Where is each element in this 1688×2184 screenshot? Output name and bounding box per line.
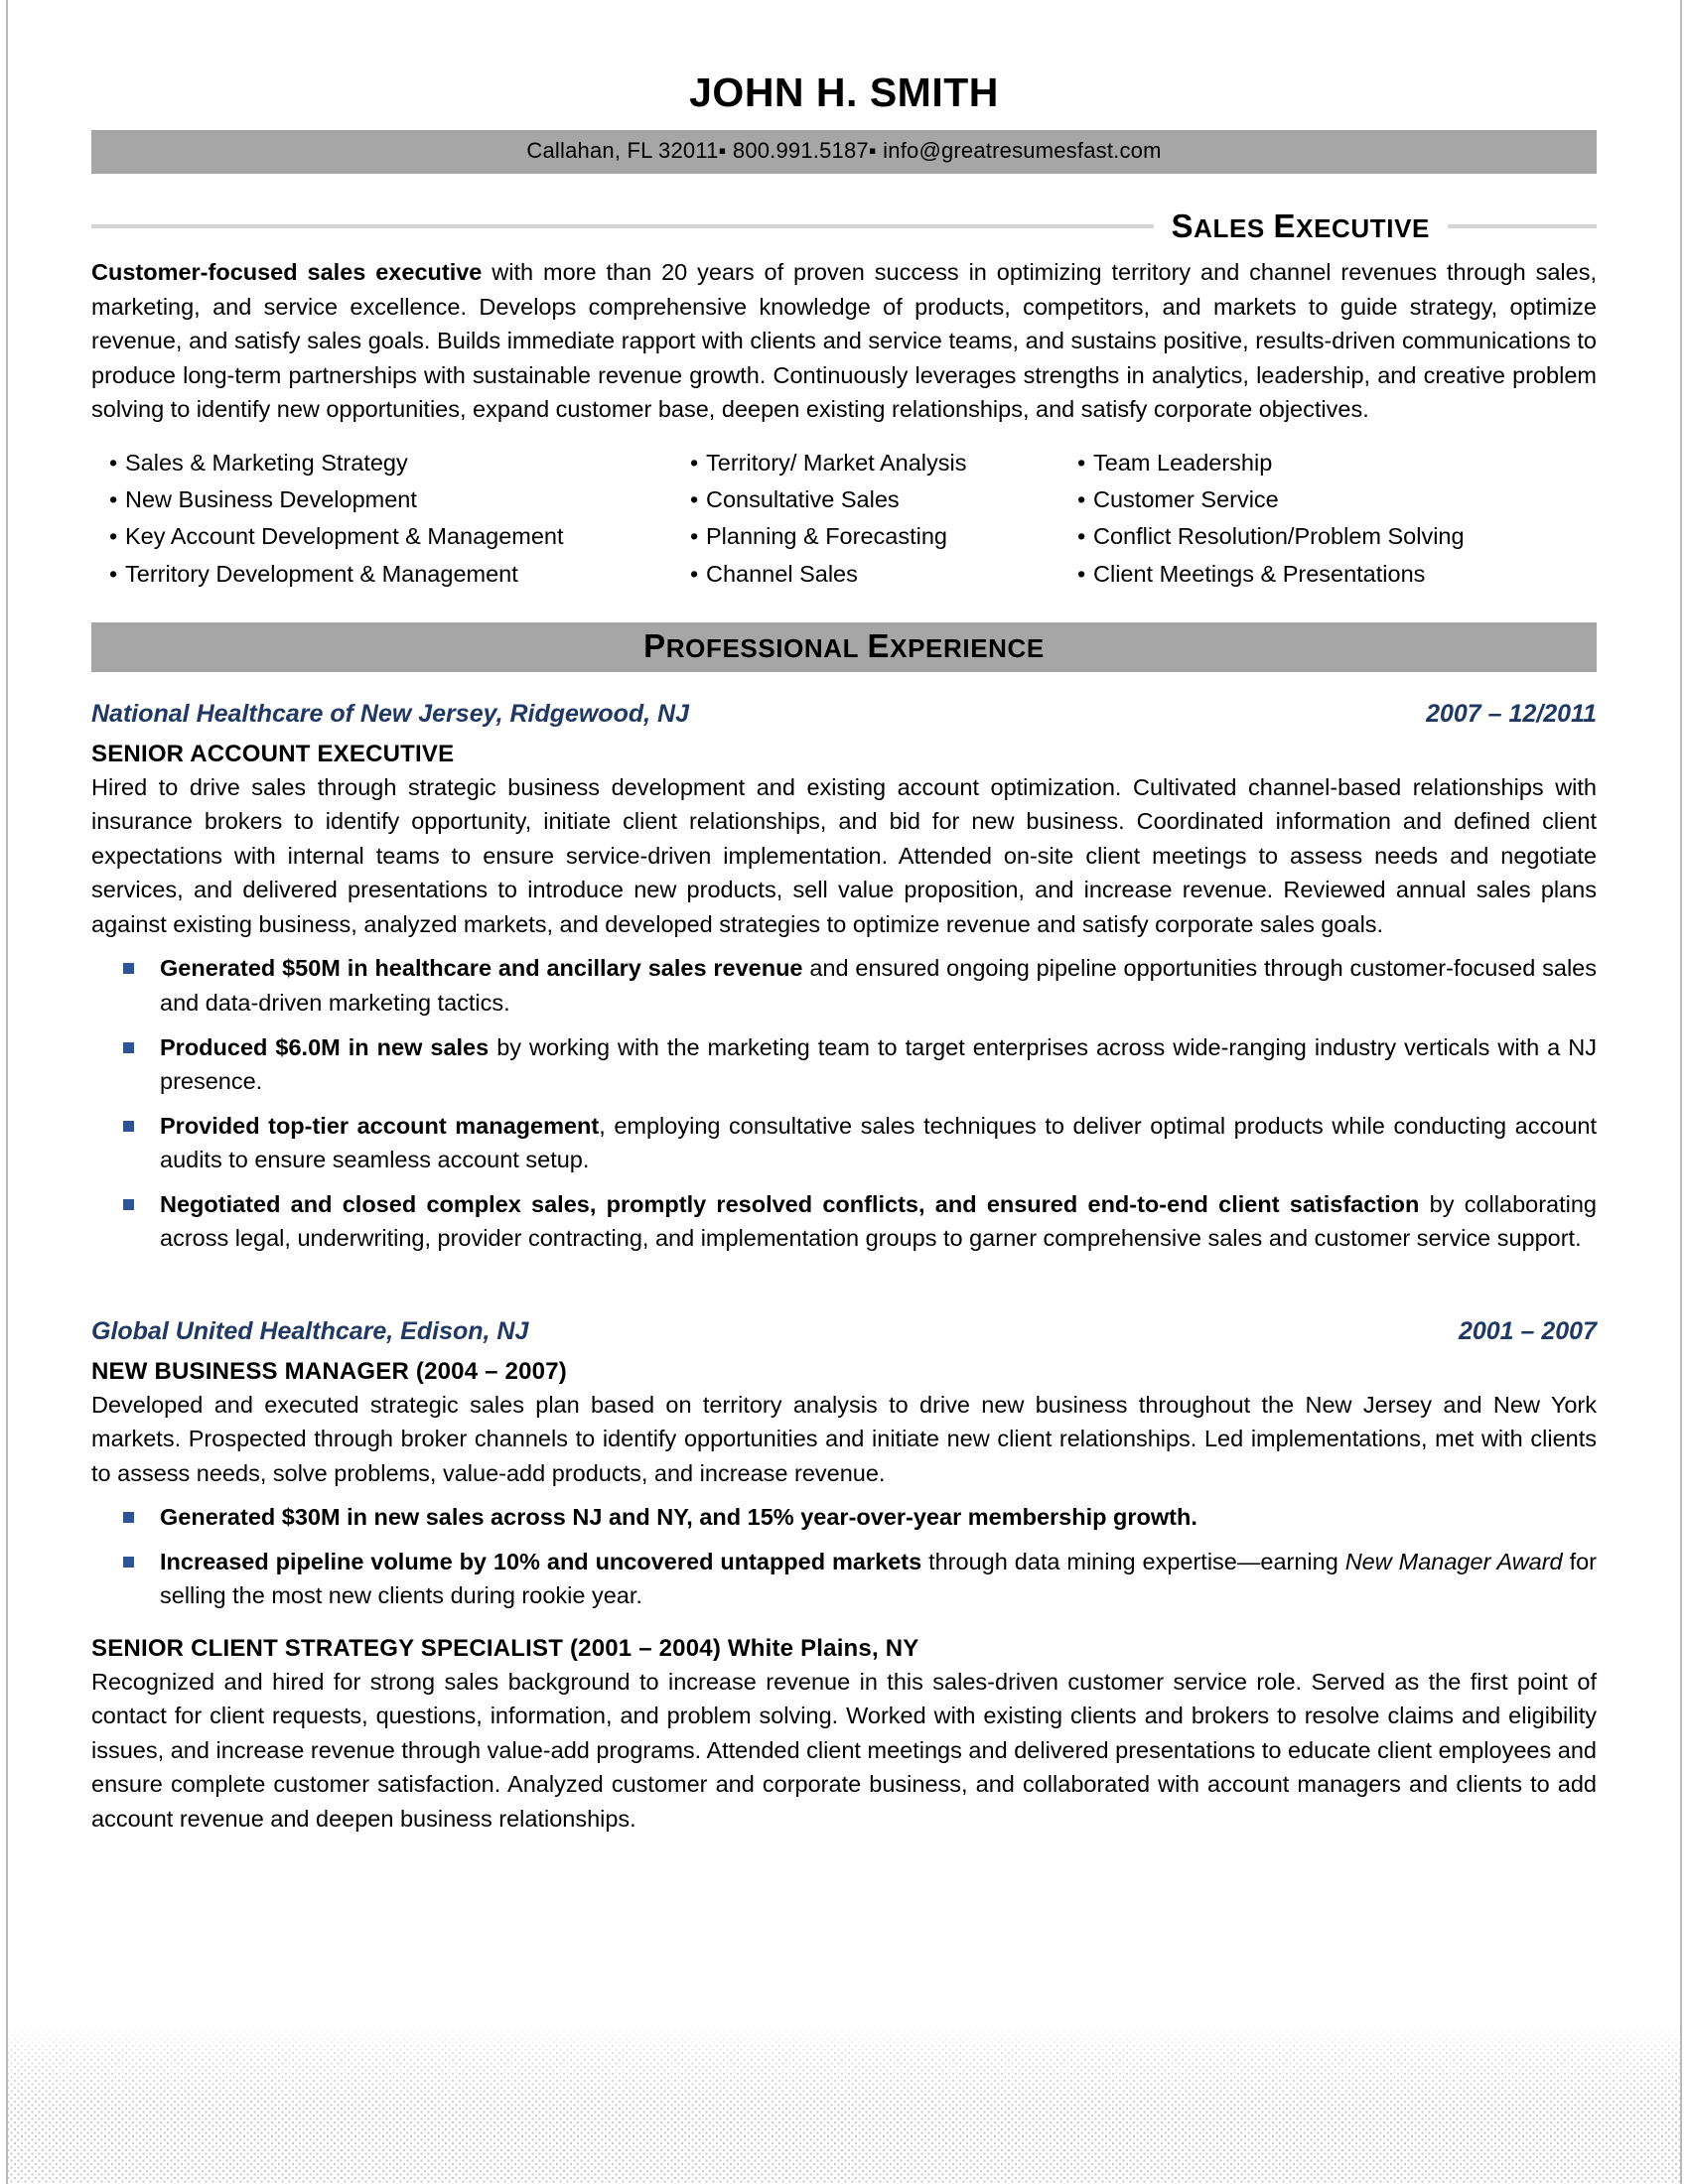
achievement-text — [160, 1030, 1597, 1099]
job-company: National Healthcare of New Jersey, Ridgewood, NJ — [91, 699, 690, 728]
skill-label: Sales & Marketing Strategy — [125, 449, 408, 476]
achievement-rest: by collaborating across legal, underwriting, provider contracting, and implementation groups to garner comprehensive sales and customer service support. — [160, 1190, 1597, 1252]
list-item — [1077, 481, 1597, 518]
skill-label: Territory/ Market Analysis — [706, 449, 967, 476]
skill-label: Channel Sales — [706, 560, 858, 587]
headline-cap-2: E — [1273, 207, 1297, 245]
headline-rest-1: ALES — [1194, 213, 1265, 244]
job-description: Hired to drive sales through strategic business development and existing account optimization. Cultivated channel-based relationships with insurance brokers to identify opportunity, initiate client relationships, and bid for new business. Coordinated information and defined client expectations with internal teams to ensure service-driven implementation. Attended on-site client meetings to assess needs and negotiate services, and delivered presentations to introduce new products, sell value proposition, and increase revenue. Reviewed annual sales plans against existing business, analyzed markets, and developed strategies to optimize revenue and satisfy corporate sales goals. — [91, 773, 1597, 937]
list-item — [91, 1500, 1597, 1535]
skill-label: Territory Development & Management — [125, 560, 518, 587]
square-bullet-icon — [123, 1512, 134, 1523]
list-item — [690, 481, 1077, 518]
bullet-dot-icon: • — [109, 449, 118, 476]
skill-label: Client Meetings & Presentations — [1093, 560, 1426, 587]
list-item — [91, 951, 1597, 1020]
job-role-title: SENIOR CLIENT STRATEGY SPECIALIST (2001 – 2004) White Plains, NY — [91, 1634, 919, 1662]
core-competencies-grid — [91, 445, 1597, 593]
achievement-rest: , employing consultative sales techniques to deliver optimal products while conducting account audits to ensure seamless account setup. — [160, 1112, 1597, 1173]
job-role-title: SENIOR ACCOUNT EXECUTIVE — [91, 740, 455, 767]
headline-cap-1: S — [1171, 207, 1195, 245]
list-item — [109, 481, 690, 518]
band-cap-2: E — [867, 626, 891, 664]
skills-column-3 — [1077, 445, 1597, 593]
skill-label: Team Leadership — [1093, 449, 1273, 476]
skills-column-2 — [690, 445, 1077, 593]
summary-lead: Customer-focused sales executive — [91, 259, 483, 286]
band-rest-1: ROFESSIONAL — [665, 632, 860, 663]
headline-row — [91, 207, 1597, 245]
list-item — [91, 1030, 1597, 1099]
bullet-dot-icon: • — [690, 560, 699, 587]
skill-label: New Business Development — [125, 486, 417, 513]
bullet-dot-icon: • — [1077, 523, 1086, 550]
achievement-text — [160, 1109, 1597, 1177]
square-bullet-icon — [123, 1042, 134, 1053]
achievement-rest: through data mining expertise—earning — [921, 1548, 1345, 1574]
list-item — [91, 1545, 1597, 1613]
band-rest-2: XPERIENCE — [890, 632, 1045, 663]
achievement-rest: and ensured ongoing pipeline opportunities through customer-focused sales and data-driven marketing tactics. — [160, 955, 1597, 1016]
list-item — [91, 1109, 1597, 1177]
page-bottom-texture — [8, 2025, 1680, 2184]
achievement-highlight: Generated $50M in healthcare and ancillary sales revenue — [160, 955, 803, 982]
list-item — [690, 445, 1077, 481]
achievement-text — [160, 951, 1597, 1020]
headline-rule-right — [1448, 224, 1597, 228]
bullet-dot-icon: • — [109, 560, 118, 587]
skill-label: Key Account Development & Management — [125, 523, 564, 550]
job-dates: 2001 – 2007 — [1458, 1316, 1597, 1345]
square-bullet-icon — [123, 963, 134, 974]
bullet-dot-icon: • — [690, 523, 699, 550]
contact-bar: Callahan, FL 32011▪ 800.991.5187▪ info@greatresumesfast.com — [91, 130, 1597, 174]
job-header — [91, 1317, 1597, 1346]
achievement-highlight: Provided top-tier account management — [160, 1112, 600, 1139]
skill-label: Conflict Resolution/Problem Solving — [1093, 523, 1465, 550]
job-header — [91, 700, 1597, 729]
list-item — [109, 518, 690, 555]
headline-title — [1172, 207, 1431, 245]
job-company: Global United Healthcare, Edison, NJ — [91, 1316, 529, 1345]
job-dates: 2007 – 12/2011 — [1426, 699, 1597, 728]
job-description: Developed and executed strategic sales plan based on territory analysis to drive new business throughout the New Jersey and New York markets. Prospected through broker channels to identify opportunities and initiate new client relationships. Led implementations, met with clients to assess needs, solve problems, value-add products, and increase revenue. — [91, 1391, 1597, 1486]
bullet-dot-icon: • — [1077, 560, 1086, 587]
bullet-dot-icon: • — [1077, 486, 1086, 513]
band-cap-1: P — [643, 626, 666, 664]
achievement-text — [160, 1187, 1597, 1256]
section-header-label — [643, 626, 1045, 664]
list-item — [109, 556, 690, 593]
list-item — [690, 556, 1077, 593]
job-achievements-list — [91, 1500, 1597, 1613]
achievement-highlight: Generated $30M in new sales across NJ and NY, and 15% year-over-year membership growth. — [160, 1504, 1197, 1531]
summary-paragraph — [91, 255, 1597, 427]
list-item — [109, 445, 690, 481]
page-title: JOHN H. SMITH — [689, 69, 999, 115]
job-achievements-list — [91, 951, 1597, 1255]
job-description: Recognized and hired for strong sales background to increase revenue in this sales-driven customer service role. Served as the first point of contact for client requests, questions, information, and problem solving. Worked with existing clients and brokers to resolve claims and eligibility issues, and increase revenue through value-add programs. Attended client meetings and delivered presentations to educate client employees and ensure complete customer satisfaction. Analyzed customer and corporate business, and collaborated with account managers and clients to add account revenue and deepen business relationships. — [91, 1668, 1597, 1833]
skill-label: Planning & Forecasting — [706, 523, 947, 550]
skill-label: Customer Service — [1093, 486, 1279, 513]
bullet-dot-icon: • — [690, 449, 699, 476]
bullet-dot-icon: • — [1077, 449, 1086, 476]
bullet-dot-icon: • — [690, 486, 699, 513]
summary-body: with more than 20 years of proven success in optimizing territory and channel revenues through sales, marketing, and service excellence. Develops comprehensive knowledge of products, competitors, and markets to guide strategy, optimize revenue, and satisfy sales goals. Builds immediate rapport with clients and service teams, and sustains positive, results-driven communications to produce long-term partnerships with sustainable revenue growth. Continuously leverages strengths in analytics, leadership, and creative problem solving to identify new opportunities, expand customer base, deepen existing relationships, and satisfy corporate objectives. — [91, 259, 1597, 423]
achievement-tail: for selling the most new clients during rookie year. — [160, 1548, 1597, 1609]
bullet-dot-icon: • — [109, 486, 118, 513]
bullet-dot-icon: • — [109, 523, 118, 550]
square-bullet-icon — [123, 1557, 134, 1568]
achievement-text — [160, 1500, 1597, 1535]
list-item — [1077, 518, 1597, 555]
list-item — [1077, 445, 1597, 481]
achievement-highlight: Produced $6.0M in new sales — [160, 1033, 490, 1060]
achievement-text — [160, 1545, 1597, 1613]
list-item — [91, 1187, 1597, 1256]
square-bullet-icon — [123, 1199, 134, 1210]
headline-rule-left — [91, 224, 1154, 228]
job-role-title: NEW BUSINESS MANAGER (2004 – 2007) — [91, 1357, 567, 1385]
achievement-highlight: Increased pipeline volume by 10% and uncovered untapped markets — [160, 1548, 922, 1574]
skill-label: Consultative Sales — [706, 486, 900, 513]
achievement-rest: by working with the marketing team to target enterprises across wide-ranging industry verticals with a NJ presence. — [160, 1033, 1598, 1095]
square-bullet-icon — [123, 1121, 134, 1132]
list-item — [690, 518, 1077, 555]
list-item — [1077, 556, 1597, 593]
achievement-award: New Manager Award — [1344, 1548, 1563, 1574]
skills-column-1 — [109, 445, 690, 593]
achievement-highlight: Negotiated and closed complex sales, promptly resolved conflicts, and ensured end-to-end client satisfaction — [160, 1190, 1420, 1217]
spacer — [91, 1613, 1597, 1635]
section-header-professional-experience — [91, 622, 1597, 672]
spacer — [91, 1256, 1597, 1290]
headline-rest-2: XECUTIVE — [1296, 213, 1430, 244]
